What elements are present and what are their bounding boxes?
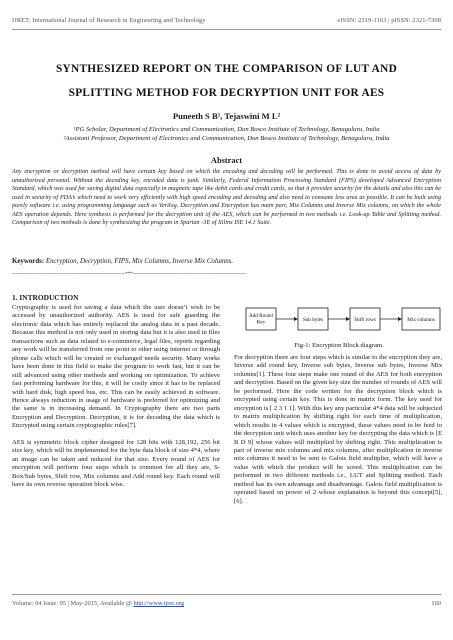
affiliation-2: ²Assistant Professor, Department of Electronics and Communication, Don Bosco Institute of Technology, Benagaluru, India (63, 134, 390, 142)
journal-header (12, 17, 441, 24)
block-label-add-round-key: Add Round Key (248, 313, 274, 326)
page-footer (12, 600, 441, 607)
arrow-head-1 (294, 317, 298, 321)
header-rule (12, 29, 441, 30)
arrow-head-3 (398, 317, 402, 321)
abstract-heading: Abstract (210, 156, 243, 165)
section-divider: --------------------------------------------------------------------***-------------------------------------------------------------------- (12, 271, 246, 277)
block-label-shift-rows: Shift rows (354, 317, 376, 323)
authors: Puneeth S B¹, Tejaswini M L² (172, 111, 281, 121)
footer-volume (12, 600, 184, 607)
left-column (12, 304, 220, 498)
keywords-label: Keywords: (12, 258, 45, 265)
affiliations (30, 126, 423, 143)
encryption-block-diagram (244, 294, 444, 344)
figure-caption: Fig-1: Encryption Block diagram. (294, 342, 384, 349)
journal-link[interactable]: http://www.ijret.org (133, 600, 185, 607)
section-heading: 1. INTRODUCTION (12, 293, 79, 302)
intro-paragraph-1: Cryptography is used for saving a data which the user doesn’t wish to be accessed by unauthorized authority. AES is used for safe guarding the electronic data which has entirely replaced the analog data in a past decade. Because this method is not only used in storing data but it is also used in files transactions such as data related to e-commerce, legal files, reports regarding any work will be transferred from one point to other using internet or through phone calls which will be created or exchanged needs security. Many works have been done in this field to make the program to work fast, but it can be still advanced using other methods and working on optimization. To achieve fast performing hardware for this, it will be costly since it has to be replaced with hard disk, high speed bus, etc. This can be easily achieved in software. Hence always reduction in usage of hardware is preferred for optimizing and the same is in increasing demand. In Cryptography there are two parts Encryption and Decryption. Decryption, it is for decoding the data which is Encrypted using certain cryptographic rules[7]. (12, 304, 220, 430)
title-line-2: SPLITTING METHOD FOR DECRYPTION UNIT FOR AES (68, 87, 385, 99)
journal-name: IJRET: International Journal of Research in Engineering and Technology (12, 17, 206, 24)
intro-paragraph-3: For decryption there are four steps which is similar to the encryption they are, Inverse add round key, Inverse sub bytes, Inverse sub bytes, Inverse Mix columns[1]. These four steps make one round of the AES for both encryption and decryption. Based on the given key size the number of rounds of AES will be performed. Here the code written for the decryption block which is encrypted using certain key. This is done in matrix form. The key used for encryption is [ 2 3 1 1]. With this key any particular 4*4 data will be subjected to matrix multiplication by shifting right for each time of multiplication, which results in 4 values which is encrypted, these values need to be feed to the decryption unit which uses another key for decrypting the data which is [E B D 9] whose values will multiplied by shifting right. This multiplication is part of inverse mix columns and mix columns, after multiplication in inverse mix columns it need to be sent to Galois field multiplier, which will have a value with which the product will be xored. This multiplication can be performed in two different methods i.e., LUT and Splitting method. Each method has its own advantage and disadvantage. Galois field multiplication is operated based on power of 2 whose explanation is beyond this concept[5], [6]. (234, 354, 442, 505)
abstract-body: Any encryption or decryption method will have certain key based on which the encoding and decoding will be performed. This is done to avoid access of data by unauthorized personal. Without the decoding key, encoded data is junk. Similarly, Federal Information Processing Standard (FIPS) developed Advanced Encryption Standard, which was used for saving digital data especially in magnetic tape like debit cards and credit cards, so that it provides security for the details and also this can be used in security of PDA’s which need to work very efficiently with high speed encoding and decoding and also need to consume less area as possible. It can be built using purely software i.e. using programming language such as Verilog. Decryption and Encryption has main part, Mix Columns and Inverse Mix columns, on which the whole AES operation depends. Here synthesis is performed for the decryption unit of the AES, which can be performed in two methods i.e. Look-up Table and Splitting method. Comparison of two methods is done by synthesizing the program in Spartan -3E of Xilinx ISE 14.1 Suite. (12, 168, 441, 226)
intro-paragraph-2: AES is symmetric block cipher designed for 128 bits with 128,192, 256 bit size key, which will be implemented for the byte data block of size 4*4, where an image can be taken and reduced for that size. Every round of AES for encryption will perform four steps which is common for all they are, S-Box/Sub bytes, Shift row, Mix columns and Add round key. Each round will have its own reverse operation block wise. (12, 438, 220, 489)
keywords-list: Encryption, Decryption, FIPS, Mix Columns, Inverse Mix Columns. (45, 258, 234, 265)
footer-rule (12, 594, 441, 595)
right-column (234, 354, 442, 506)
keywords (12, 258, 441, 265)
block-label-sub-bytes: Sub bytes (302, 317, 324, 323)
block-label-mix-columns: Mix columns (407, 317, 435, 323)
affiliation-1: ¹PG Scholar, Department of Electronics and Communication, Don Bosco Institute of Technology, Benagaluru, India (73, 126, 380, 133)
arrow-head-2 (346, 317, 350, 321)
title-line-1: SYNTHESIZED REPORT ON THE COMPARISON OF LUT AND (55, 63, 398, 75)
page-number: 160 (431, 600, 441, 607)
footer-volume-text: Volume: 04 Issue: 05 | May-2015, Available @ (12, 600, 132, 607)
journal-issn: eISSN: 2319-1163 | pISSN: 2321-7308 (337, 17, 441, 24)
paper-title (14, 57, 439, 105)
